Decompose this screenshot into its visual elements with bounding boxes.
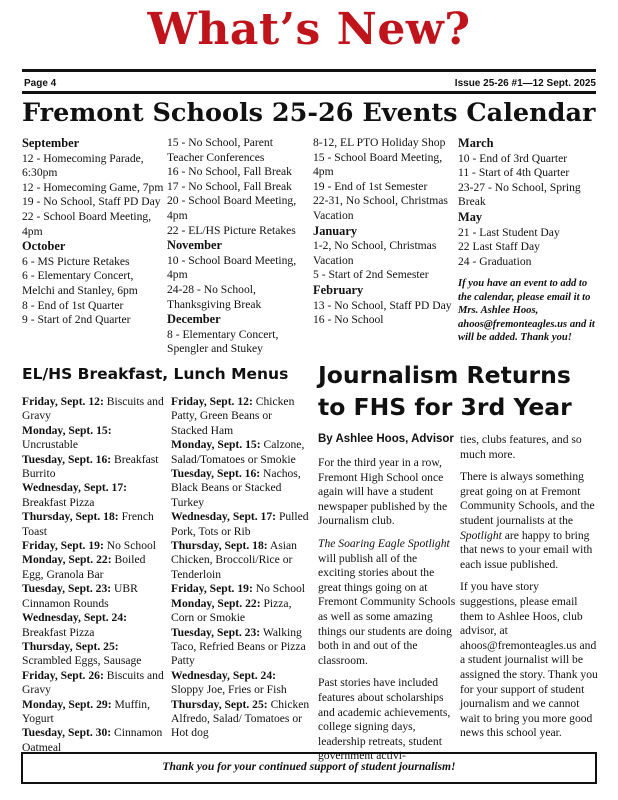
calendar-event: 15 - No School, Parent Teacher Conferences — [167, 136, 273, 164]
menu-food: UBR Cinnamon Rounds — [22, 582, 138, 610]
article-paragraph — [318, 537, 457, 668]
calendar-event: 13 - No School, Staff PD Day — [313, 298, 452, 312]
calendar-month: January — [313, 223, 358, 238]
article-paragraph — [460, 470, 598, 572]
menu-food: French Toast — [22, 510, 154, 538]
menu-item — [171, 539, 311, 582]
menu-food: Cinnamon Oatmeal — [22, 726, 163, 754]
menu-day: Tuesday, Sept. 23 — [22, 582, 108, 596]
menu-item — [22, 539, 168, 553]
menu-food: Asian Chicken, Broccoli/Rice or Tenderloin — [171, 539, 297, 581]
menu-item — [22, 611, 168, 640]
calendar-event: 6 - Elementary Concert, Melchi and Stanley, 6pm — [22, 269, 138, 297]
menu-food: Scrambled Eggs, Sausage — [22, 654, 142, 668]
menu-food: Biscuits and Gravy — [22, 668, 164, 697]
calendar-event: 16 - No School, Fall Break — [167, 165, 292, 179]
menu-day: Wednesday, Sept. 17 — [171, 510, 273, 524]
calendar-title: Fremont Schools 25-26 Events Calendar — [22, 98, 596, 128]
menu-day: Friday, Sept. 26 — [22, 668, 100, 682]
calendar-event: 24-28 - No School, Thanksgiving Break — [167, 282, 262, 311]
menu-day: Thursday, Sept. 18 — [22, 510, 115, 524]
menu-separator: : — [107, 553, 112, 567]
calendar-event: 22 Last Staff Day — [458, 240, 540, 254]
menu-item — [171, 582, 311, 596]
menu-day: Friday, Sept. 19 — [22, 539, 100, 553]
lunch-menu — [171, 395, 311, 741]
calendar-month: February — [313, 282, 364, 297]
calendar-column-3 — [313, 136, 455, 328]
calendar-event: 8 - Elementary Concert, Spengler and Stukey — [167, 327, 279, 356]
calendar-event: 1-2, No School, Christmas Vacation — [313, 239, 437, 267]
calendar-event: 22 - School Board Meeting, 4pm — [22, 209, 152, 238]
menu-day: Wednesday, Sept. 24 — [22, 611, 124, 625]
menu-item — [171, 698, 311, 741]
top-rule — [22, 69, 596, 72]
menu-day: Monday, Sept. 22 — [171, 596, 257, 610]
menu-item — [171, 467, 311, 510]
article-paragraph: ties, clubs features, and so much more. — [460, 433, 582, 461]
footer-text: Thank you for your continued support of student journalism! — [162, 760, 456, 773]
calendar-event: 9 - Start of 2nd Quarter — [22, 313, 131, 327]
calendar-event: 10 - School Board Meeting, 4pm — [167, 253, 297, 282]
menu-separator: : — [99, 395, 104, 408]
menu-food: Boiled Egg, Granola Bar — [22, 553, 146, 581]
article-byline: By Ashlee Hoos, Advisor — [318, 433, 454, 445]
issue-info: Issue 25-26 #1—12 Sept. 2025 — [454, 78, 596, 89]
menu-day: Monday, Sept. 15 — [171, 438, 257, 452]
menu-day: Thursday, Sept. 25 — [22, 639, 115, 653]
menu-item — [22, 698, 168, 727]
menu-item — [22, 510, 168, 539]
calendar-month: November — [167, 238, 223, 253]
menu-day: Tuesday, Sept. 16 — [171, 467, 257, 481]
menu-day: Friday, Sept. 12 — [22, 395, 100, 408]
article-paragraph: If you have story suggestions, please email them to Ashlee Hoos, club advisor, at ahoos@fremonteagles.us and a student journalist will be assigned the story. Thank you for your support of student journalism and we cannot wait to bring you more good news this school year. — [460, 580, 598, 740]
calendar-event: 10 - End of 3rd Quarter — [458, 151, 568, 165]
publication-name: The Soaring Eagle Spotlight — [318, 536, 450, 550]
calendar-event: 24 - Graduation — [458, 254, 532, 268]
calendar-column-1 — [22, 136, 164, 328]
calendar-month: May — [458, 209, 483, 224]
article-column-1 — [318, 456, 457, 772]
menu-separator: : — [99, 668, 104, 682]
menu-separator: : — [256, 625, 261, 639]
calendar-event: 8 - End of 1st Quarter — [22, 298, 124, 312]
calendar-event: 16 - No School — [313, 313, 384, 327]
menu-food: Nachos, Black Beans or Stacked Turkey — [171, 467, 301, 509]
article-paragraph: For the third year in a row, Fremont High School once again will have a student newspaper published by the Journalism club. — [318, 456, 448, 528]
menu-day: Wednesday, Sept. 24 — [171, 668, 273, 682]
article-title: Journalism Returns to FHS for 3rd Year — [318, 361, 572, 421]
menu-item — [22, 395, 168, 424]
menu-separator: : — [107, 726, 112, 740]
menu-food: Biscuits and Gravy — [22, 395, 164, 423]
menu-item — [171, 395, 311, 438]
calendar-event: 11 - Start of 4th Quarter — [458, 166, 570, 180]
menu-separator: : — [256, 438, 261, 452]
menu-item — [22, 640, 168, 669]
calendar-event: 22-31, No School, Christmas Vacation — [313, 194, 448, 222]
article-text: are happy to bring that news to your email with each issue published. — [460, 528, 593, 571]
menu-separator: : — [248, 395, 253, 408]
footer-banner — [21, 752, 597, 784]
publication-name: Spotlight — [460, 528, 502, 542]
menu-day: Thursday, Sept. 18 — [171, 539, 264, 553]
menu-food: Pizza, Corn or Smokie — [171, 596, 292, 625]
menu-item — [22, 726, 168, 755]
menu-food: Calzone, Salad/Tomatoes or Smokie — [171, 438, 305, 466]
calendar-event: 15 - School Board Meeting, 4pm — [313, 150, 443, 179]
menu-separator: : — [248, 582, 253, 596]
masthead-title: What’s New? — [147, 4, 471, 55]
menu-day: Wednesday, Sept. 17 — [22, 481, 124, 495]
menu-day: Monday, Sept. 29 — [22, 697, 108, 711]
menu-item — [22, 669, 168, 698]
calendar-event: 19 - No School, Staff PD Day — [22, 195, 161, 209]
calendar-event: 12 - Homecoming Game, 7pm — [22, 180, 164, 194]
menu-item — [171, 510, 311, 539]
menu-separator: : — [256, 467, 261, 481]
menu-food: No School — [255, 582, 306, 596]
breakfast-menu — [22, 395, 168, 755]
calendar-event: 22 - EL/HS Picture Retakes — [167, 223, 296, 237]
menu-food: Chicken Alfredo, Salad/ Tomatoes or Hot dog — [171, 697, 310, 740]
menu-food: Breakfast Pizza — [22, 495, 95, 509]
menu-separator: : — [256, 596, 261, 610]
calendar-event: 5 - Start of 2nd Semester — [313, 268, 429, 282]
menu-food: Uncrustable — [22, 438, 79, 452]
menu-food: Sloppy Joe, Fries or Fish — [171, 683, 287, 697]
menu-separator: : — [107, 582, 112, 596]
menu-separator: : — [272, 668, 277, 682]
menu-separator: : — [272, 510, 277, 524]
calendar-month: September — [22, 136, 80, 150]
calendar-event: 20 - School Board Meeting, 4pm — [167, 194, 297, 222]
calendar-event: 21 - Last Student Day — [458, 225, 560, 239]
menu-item — [22, 582, 168, 611]
calendar-month: October — [22, 239, 66, 254]
article-text: There is always something great going on at Fremont Community Schools, and the student journalists at the — [460, 470, 595, 527]
menu-day: Monday, Sept. 22 — [22, 553, 108, 567]
menu-food: Breakfast Burrito — [22, 452, 159, 481]
calendar-event: 23-27 - No School, Spring Break — [458, 180, 581, 209]
menu-separator: : — [99, 539, 104, 553]
menu-food: No School — [106, 539, 157, 553]
issue-header — [24, 78, 596, 90]
calendar-event: 17 - No School, Fall Break — [167, 179, 292, 193]
menu-day: Tuesday, Sept. 16 — [22, 452, 108, 466]
menu-day: Tuesday, Sept. 23 — [171, 625, 257, 639]
article-text: will publish all of the exciting stories about the great things going on at Fremont Community Schools as well as some amazing things our students are doing both in and out of the classroom. — [318, 551, 456, 667]
menu-separator: : — [123, 611, 128, 625]
page-number: Page 4 — [24, 78, 57, 89]
calendar-column-4 — [458, 136, 598, 344]
menu-food: Breakfast Pizza — [22, 625, 95, 639]
menu-day: Friday, Sept. 19 — [171, 582, 249, 596]
menu-food: Muffin, Yogurt — [22, 697, 151, 725]
menu-food: Chicken Patty, Green Beans or Stacked Ham — [171, 395, 295, 437]
menu-day: Monday, Sept. 15 — [22, 423, 108, 437]
calendar-column-2 — [167, 136, 310, 357]
menu-separator: : — [123, 481, 128, 495]
article-paragraph: Past stories have included features about scholarships and academic achievements, college signing days, leadership retreats, student government activi- — [318, 676, 451, 763]
menu-item — [22, 453, 168, 482]
menu-day: Friday, Sept. 12 — [171, 395, 249, 408]
menu-separator: : — [114, 510, 119, 524]
calendar-note: If you have an event to add to the calendar, please email it to Mrs. Ashlee Hoos, ahoos@fremonteagles.us and it will be added. Thank you! — [458, 278, 595, 343]
menu-separator: : — [107, 697, 112, 711]
menu-item — [171, 597, 311, 626]
header-rule — [22, 91, 596, 94]
menu-item — [171, 669, 311, 698]
menu-item — [22, 424, 168, 453]
calendar-month: March — [458, 136, 494, 150]
menu-item — [171, 626, 311, 669]
menu-separator: : — [107, 423, 112, 437]
calendar-event: 6 - MS Picture Retakes — [22, 254, 130, 268]
calendar-event: 19 - End of 1st Semester — [313, 179, 428, 193]
menu-separator: : — [263, 697, 268, 711]
menu-item — [171, 438, 311, 467]
calendar-month: December — [167, 312, 221, 327]
menu-food: Walking Taco, Refried Beans or Pizza Patty — [171, 625, 306, 668]
menu-separator: : — [107, 452, 112, 466]
calendar-event: 12 - Homecoming Parade, 6:30pm — [22, 151, 144, 180]
menu-separator: : — [114, 639, 119, 653]
menu-day: Tuesday, Sept. 30 — [22, 726, 108, 740]
menus-title: EL/HS Breakfast, Lunch Menus — [22, 365, 289, 383]
menu-food: Pulled Pork, Tots or Rib — [171, 510, 309, 538]
calendar-event: 8-12, EL PTO Holiday Shop — [313, 136, 446, 149]
menu-item — [22, 481, 168, 510]
menu-day: Thursday, Sept. 25 — [171, 697, 264, 711]
menu-separator: : — [263, 539, 268, 553]
article-column-2 — [460, 433, 598, 749]
menu-item — [22, 553, 168, 582]
